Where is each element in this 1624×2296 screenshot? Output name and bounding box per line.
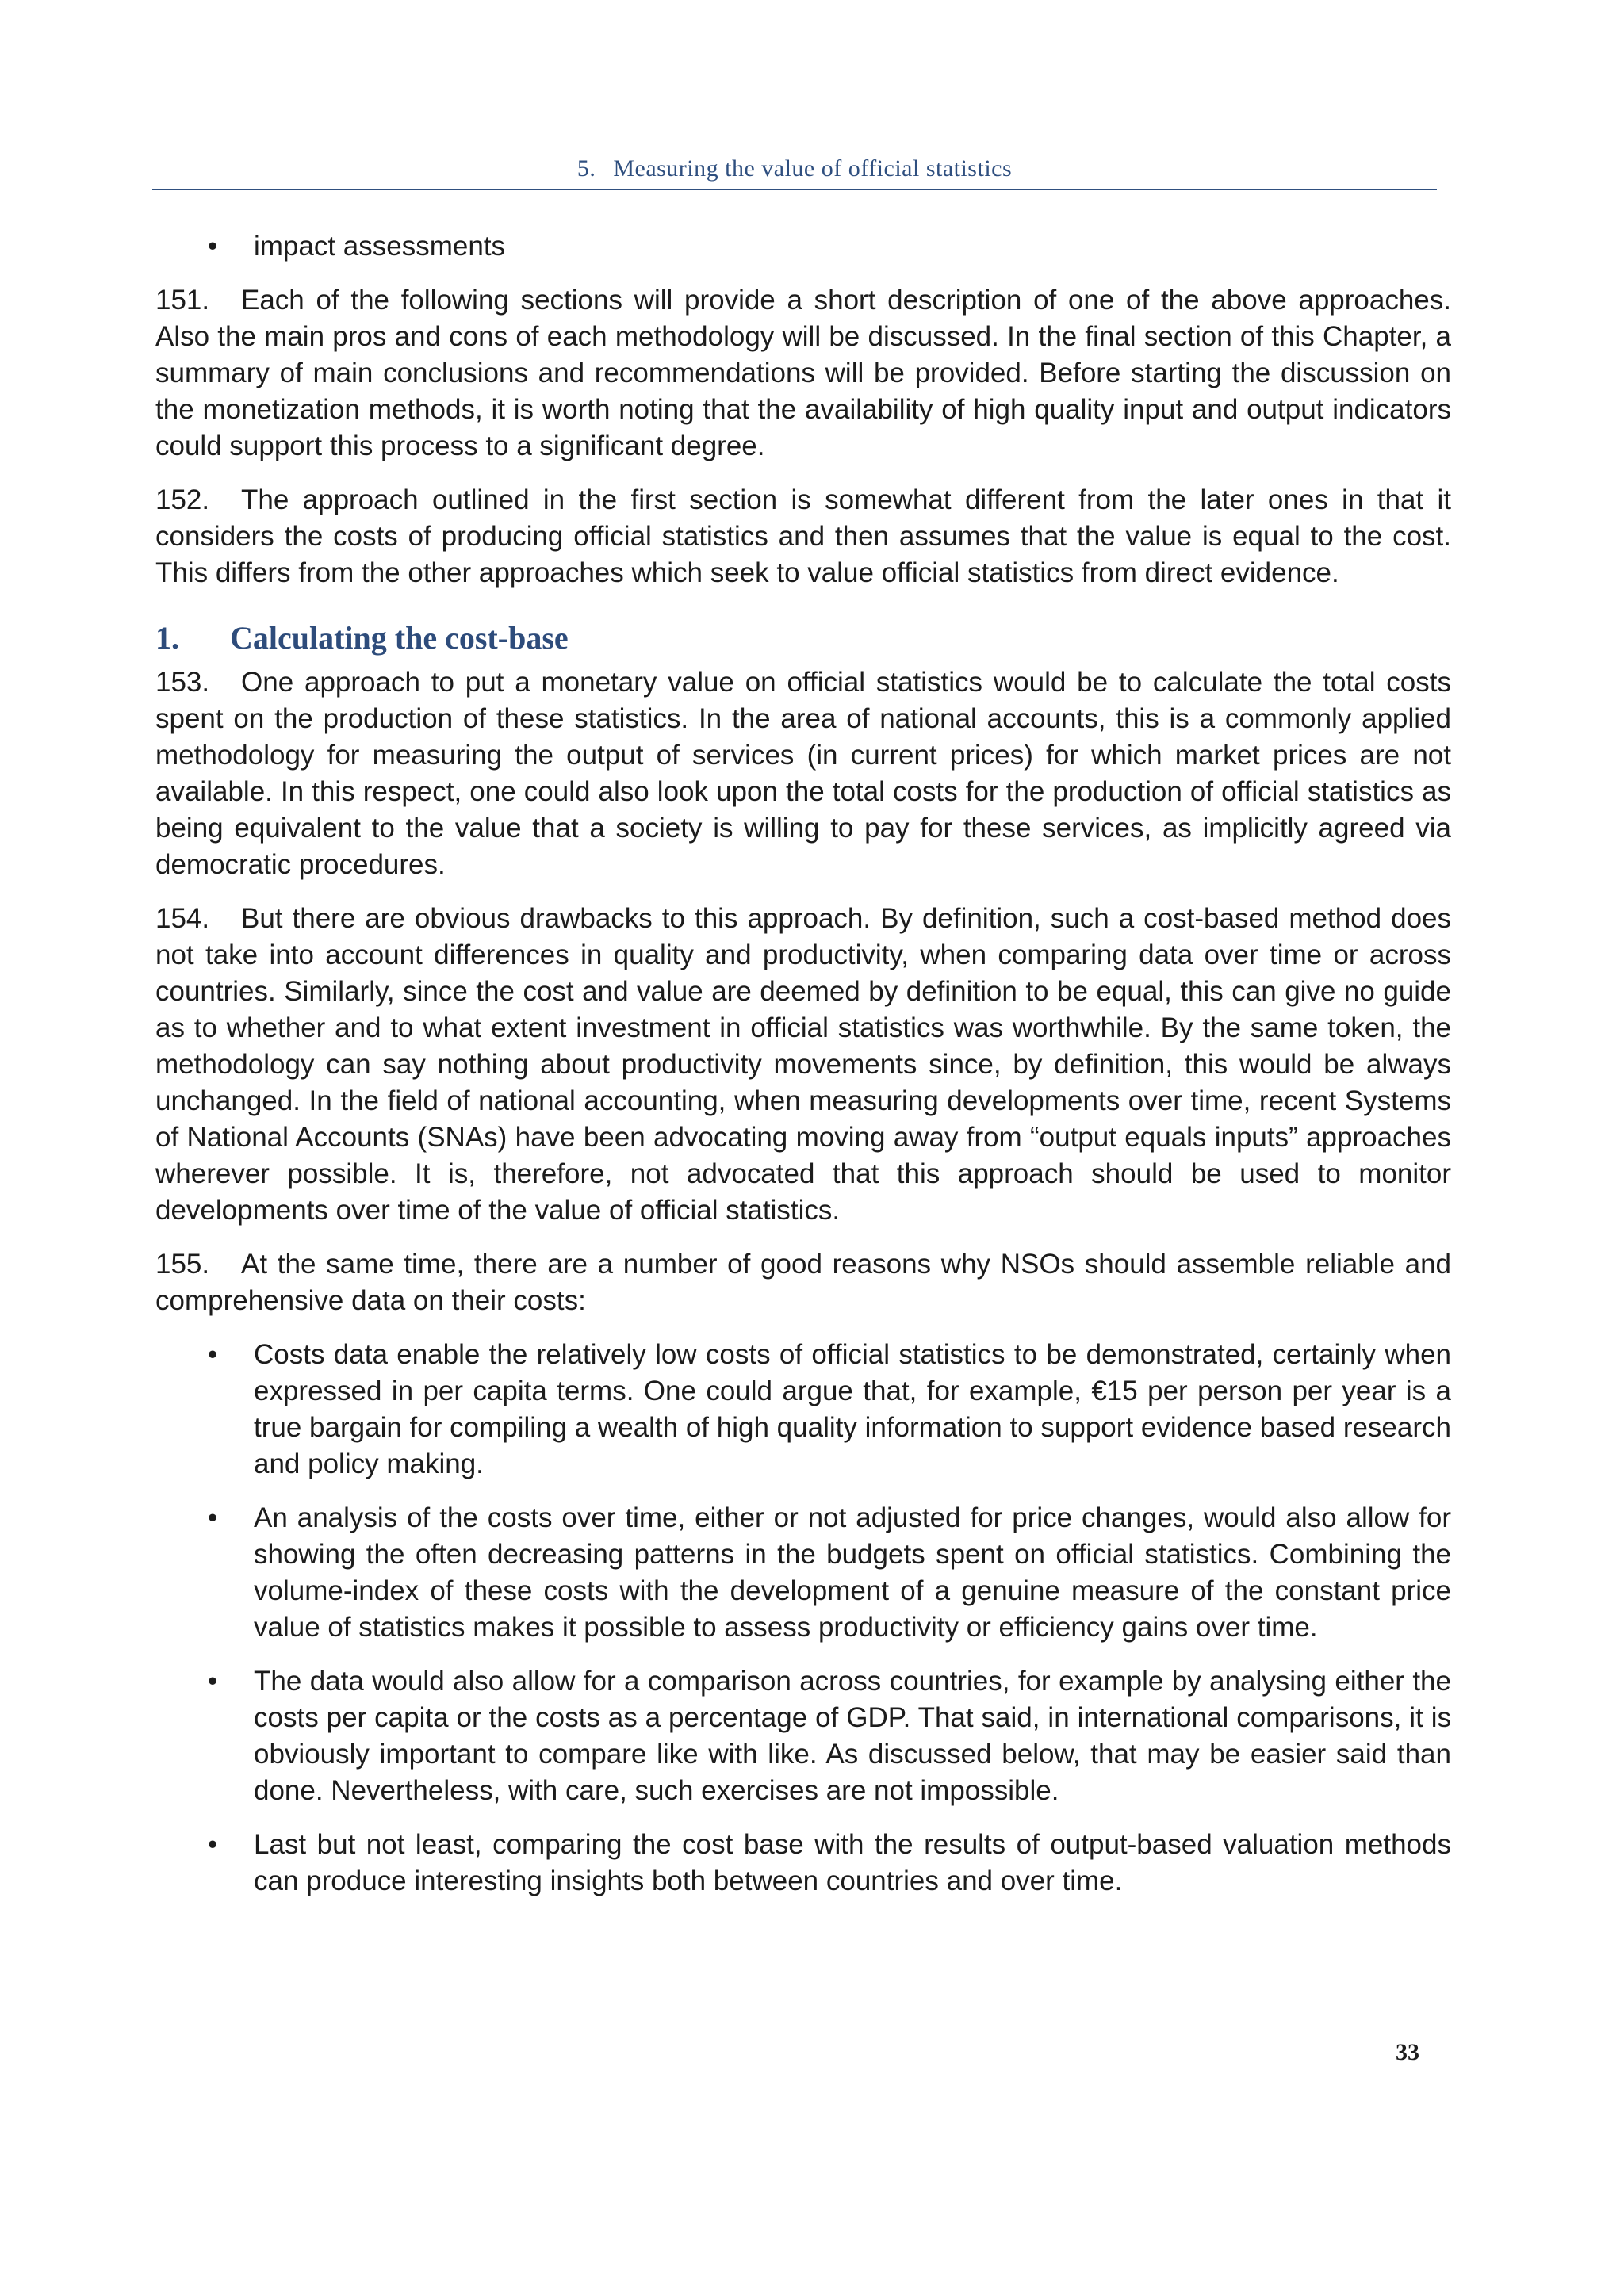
running-header: [152, 155, 1437, 182]
paragraph-text: One approach to put a monetary value on official statistics would be to calculate the total costs spent on the production of these statistics. In the area of national accounts, this is a commonly applied methodology for measuring the output of services (in current prices) for which market prices are not available. In this respect, one could also look upon the total costs for the production of official statistics as being equivalent to the value that a society is willing to pay for these services, as implicitly agreed via democratic procedures.: [155, 667, 1451, 880]
paragraph-number: 155.: [155, 1249, 210, 1280]
list-item: [155, 1827, 1451, 1900]
page-body: [155, 228, 1451, 1917]
paragraph-155: [155, 1246, 1451, 1319]
page-number: 33: [1396, 2039, 1419, 2065]
chapter-number: 5.: [576, 155, 596, 182]
paragraph-number: 154.: [155, 903, 210, 934]
bullet-icon: •: [208, 1829, 218, 1860]
header-rule: [152, 189, 1437, 190]
list-item-text: Costs data enable the relatively low costs of official statistics to be demonstrated, certainly when expressed in per capita terms. One could argue that, for example, €15 per person per year is a true bargain for compiling a wealth of high quality information to support evidence based research and policy making.: [254, 1339, 1451, 1479]
paragraph-151: [155, 282, 1451, 465]
paragraph-153: [155, 664, 1451, 883]
bullet-icon: •: [208, 231, 218, 262]
list-item: [155, 228, 1451, 265]
list-item-text: An analysis of the costs over time, either or not adjusted for price changes, would also allow for showing the often decreasing patterns in the budgets spent on official statistics. Combining the volume-index of these costs with the development of a genuine measure of the constant price value of statistics makes it possible to assess productivity or efficiency gains over time.: [254, 1502, 1451, 1643]
paragraph-text: The approach outlined in the first section is somewhat different from the later ones in that it considers the costs of producing official statistics and then assumes that the value is equal to the cost. This differs from the other approaches which seek to value official statistics from direct evidence.: [155, 484, 1451, 588]
paragraph-number: 152.: [155, 484, 210, 515]
list-item-text: The data would also allow for a comparison across countries, for example by analysing either the costs per capita or the costs as a percentage of GDP. That said, in international comparisons, it is obviously important to compare like with like. As discussed below, that may be easier said than done. Nevertheless, with care, such exercises are not impossible.: [254, 1666, 1451, 1806]
bullet-icon: •: [208, 1666, 218, 1697]
list-item-text: Last but not least, comparing the cost base with the results of output-based valuation methods can produce interesting insights both between countries and over time.: [254, 1829, 1451, 1896]
section-number: 1.: [155, 620, 179, 656]
paragraph-152: [155, 482, 1451, 591]
paragraph-number: 151.: [155, 285, 210, 316]
list-item: [155, 1337, 1451, 1483]
list-item-text: impact assessments: [254, 231, 506, 262]
section-title: Calculating the cost-base: [230, 620, 569, 656]
bullet-icon: •: [208, 1502, 218, 1533]
chapter-title: Measuring the value of official statistics: [613, 155, 1013, 182]
list-item: [155, 1663, 1451, 1809]
paragraph-text: But there are obvious drawbacks to this approach. By definition, such a cost-based method does not take into account differences in quality and productivity, when comparing data over time or across countries. Similarly, since the cost and value are deemed by definition to be equal, this can give no guide as to whether and to what extent investment in official statistics was worthwhile. By the same token, the methodology can say nothing about productivity movements since, by definition, this would be always unchanged. In the field of national accounting, when measuring developments over time, recent Systems of National Accounts (SNAs) have been advocating moving away from “output equals inputs” approaches wherever possible. It is, therefore, not advocated that this approach should be used to monitor developments over time of the value of official statistics.: [155, 903, 1451, 1226]
paragraph-text: At the same time, there are a number of good reasons why NSOs should assemble reliable and comprehensive data on their costs:: [155, 1249, 1451, 1316]
list-item: [155, 1500, 1451, 1646]
paragraph-number: 153.: [155, 667, 210, 698]
paragraph-text: Each of the following sections will provide a short description of one of the above approaches. Also the main pros and cons of each methodology will be discussed. In the final section of this Chapter, a summary of main conclusions and recommendations will be provided. Before starting the discussion on the monetization methods, it is worth noting that the availability of high quality input and output indicators could support this process to a significant degree.: [155, 285, 1451, 461]
bullet-icon: •: [208, 1339, 218, 1370]
section-heading: [155, 618, 1451, 658]
paragraph-154: [155, 901, 1451, 1229]
